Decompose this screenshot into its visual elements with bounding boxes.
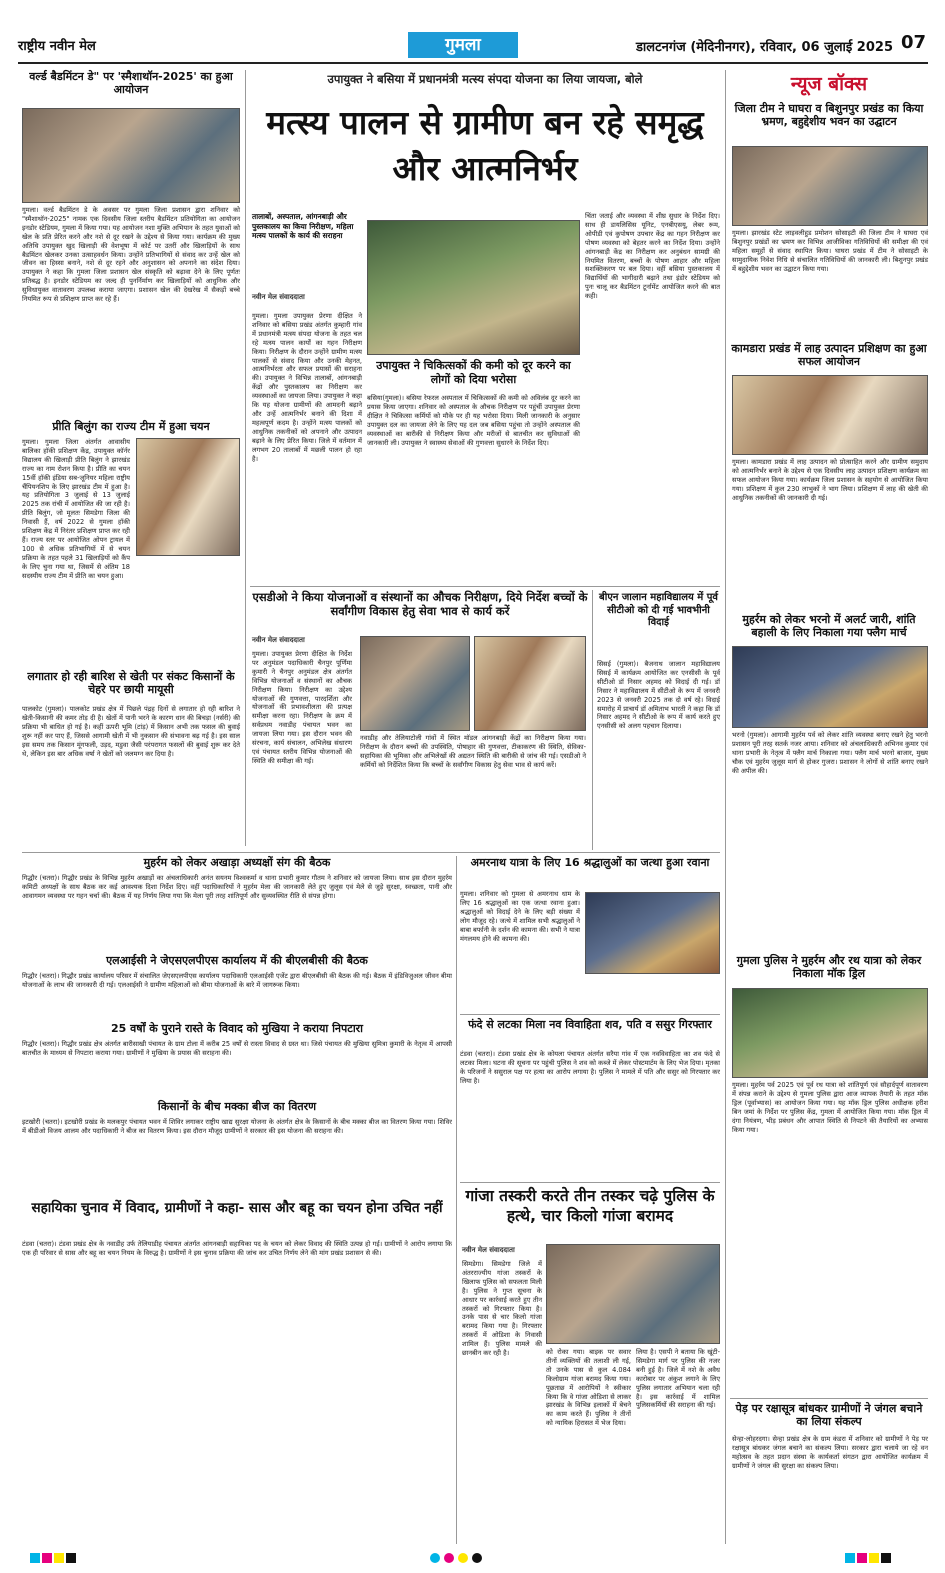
tree-headline: पेड़ पर रक्षासूत्र बांधकर ग्रामीणों ने जंगल बचाने का लिया संकल्प: [735, 1402, 923, 1428]
kamdara-headline: कामडारा प्रखंड में लाह उत्पादन प्रशिक्षण का हुआ सफल आयोजन: [731, 342, 927, 368]
kamdara-photo: [732, 375, 928, 455]
rain-headline: लगातार हो रही बारिश से खेती पर संकट किसानों के चेहरे पर छायी मायूसी: [27, 670, 235, 696]
cyan-swatch: [845, 1553, 855, 1563]
main-photo: [367, 220, 580, 355]
sdo-photo-2: [474, 636, 586, 731]
yellow-dot: [458, 1553, 468, 1563]
ganja-photo: [546, 1244, 720, 1344]
masthead-rule: [18, 62, 928, 64]
sdo-body-2: नवाडीह और तेलियाटोली गांवों में स्थित मॉडल आंगनबाड़ी केंद्रों का निरीक्षण किया गया। निरीक्षण के दौरान बच्चों की उपस्थिति, पोषाहार की गुणवत्ता, टीकाकरण की स्थिति, सेविका-सहायिका की भूमिका और अभिलेखों की अद्यतन स्थिति की बारीकी से जांच की गई। एसडीओ ने कर्मियों को निर्देशित किया कि बच्चों के सर्वांगीण विकास हेतु सेवा भाव से कार्य करें।: [360, 734, 586, 769]
yellow-swatch: [869, 1553, 879, 1563]
main-body-right: चिंता जताई और व्यवस्था में शीघ्र सुधार के निर्देश दिए। साथ ही डायलिसिस यूनिट, एनबीएसयू, लेबर रूम, ओपीडी एवं कुपोषण उपचार केंद्र का गहन निरीक्षण कर पोषण व्यवस्था को बेहतर करने का निर्देश दिया। उन्होंने आंगनबाड़ी केंद्र का निरीक्षण कर अनुबंधन सामग्री की नियमित वितरण, बच्चों के पोषण आहार और महिला सशक्तिकरण पर बल दिया। वहीं बसिया पुस्तकालय में विद्यार्थियों की भागीदारी बढ़ाने तथा इंडोर स्टेडियम को पुनः चालू कर बैडमिंटन टूर्नामेंट आयोजित करने की बात कही।: [585, 212, 720, 301]
retire-body: सिसई (गुमला)। बैजनाथ जालान महाविद्यालय सिसई में कार्यक्रम आयोजित कर एनसीसी के पूर्व सीटीओ डॉ निसार अहमद को विदाई दी गई। डॉ निसार ने महाविद्यालय में सीटीओ के रूप में जनवरी 2023 से जनवरी 2025 तक दो वर्ष रहे। विदाई समारोह में प्राचार्य डॉ अमिताभ भारती ने कहा कि डॉ निसार अहमद ने सीटीओ के रूप में कार्य करते हुए एनसीसी को अलग पहचान दिलाया।: [597, 660, 720, 731]
ganja-body-2: को रोका गया। बाइक पर सवार तीनों व्यक्तियों की तलाशी ली गई, तो उनके पास से कुल 4.084 किलोग्राम गांजा बरामद किया गया। पूछताछ में आरोपियों ने स्वीकार किया कि वे गांजा ओडिशा से लाकर झारखंड के विभिन्न इलाकों में बेचने का काम करते हैं। पुलिस ने तीनों को न्यायिक हिरासत में भेज दिया।: [546, 1348, 631, 1428]
black-dot: [472, 1553, 482, 1563]
election-body: टंडवा (चतरा)। टंडवा प्रखंड क्षेत्र के नवाडीह उर्फ तेलियाडीह पंचायत अंतर्गत आंगनबाड़ी सहायिका पद के चयन को लेकर विवाद की स्थिति उत्पन्न हो गई। ग्रामीणों ने आरोप लगाया कि एक ही परिवार से सास और बहू का चयन नियम के विरुद्ध है। ग्रामीणों ने इस चुनाव प्रक्रिया की जांच कर उचित निर्णय लेने की मांग प्रखंड प्रशासन से की।: [22, 1240, 452, 1257]
muharram-headline: मुहर्रम को लेकर अखाड़ा अध्यक्षों संग की बैठक: [143, 856, 331, 869]
election-headline: सहायिका चुनाव में विवाद, ग्रामीणों ने कहा- सास और बहू का चयन होना उचित नहीं: [31, 1200, 443, 1216]
center-divider-1: [22, 852, 720, 853]
bharno-headline: मुहर्रम को लेकर भरनो में अलर्ट जारी, शांति बहाली के लिए निकाला गया फ्लैग मार्च: [742, 613, 916, 639]
ghaghra-headline: जिला टीम ने घाघरा व बिशुनपुर प्रखंड का किया भ्रमण, बहुद्देशीय भवन का उद्घाटन: [734, 102, 924, 128]
ganja-byline: नवीन मेल संवाददाता: [462, 1246, 515, 1254]
black-swatch: [66, 1553, 76, 1563]
footer-color-bar-right: [845, 1548, 935, 1562]
main-body-mid: बसिया(गुमला)। बसिया रेफरल अस्पताल में चिकित्सकों की कमी को अविलंब दूर करने का प्रयास किया जाएगा। शनिवार को अस्पताल के औचक निरीक्षण पर पहुंचीं उपायुक्त प्रेरणा दीक्षित ने चिकित्सा कर्मियों को मौके पर ही यह भरोसा दिया। मिली जानकारी के अनुसार उपायुक्त दल का जायजा लेने के लिए यह दल जब बसिया पहुंचा तो उन्होंने अस्पताल की व्यवस्थाओं का बारीकी से निरीक्षण किया और मरीजों से बातचीत कर सुविधाओं की जानकारी ली। उपायुक्त ने स्वास्थ्य सेवाओं की गुणवत्ता सुधारने के निर्देश दिए।: [367, 394, 580, 447]
preeti-photo: [136, 438, 240, 556]
preeti-text: गुमला। गुमला जिला अंतर्गत आवासीय बालिका हॉकी प्रशिक्षण केंद्र, उपायुक्त कॉर्नर विद्यालय की खिलाड़ी प्रीति बिलुंग ने झारखंड राज्य का नाम रोशन किया है। प्रीति का चयन 15वीं हॉकी इंडिया सब-जूनियर महिला राष्ट्रीय चैंपियनशिप के लिए झारखंड टीम में हुआ है। यह प्रतियोगिता 3 जुलाई से 13 जुलाई 2025 तक रांची में आयोजित की जा रही है। प्रीति बिलुंग, जो मूलतः सिमडेगा जिला की निवासी हैं, वर्ष 2022 से गुमला हॉकी प्रशिक्षण केंद्र में निरंतर प्रशिक्षण प्राप्त कर रही हैं। राज्य स्तर पर आयोजित ओपन ट्रायल में 100 से अधिक प्रतिभागियों में से चयन प्रक्रिया के तहत पहले 31 खिलाड़ियों को कैंप के लिए चुना गया था, जिसमें से अंतिम 18 सदस्यीय राज्य टीम में प्रीति का चयन हुआ।: [22, 438, 130, 580]
paper-name: राष्ट्रीय नवीन मेल: [18, 39, 96, 54]
mock-body: गुमला। मुहर्रम पर्व 2025 एवं पूर्व रथ यात्रा को शांतिपूर्ण एवं सौहार्दपूर्ण वातावरण में संपन्न कराने के उद्देश्य से गुमला पुलिस द्वारा आज व्यापक तैयारी के तहत मॉक ड्रिल (पूर्वाभ्यास) का आयोजन किया गया। यह मॉक ड्रिल पुलिस अधीक्षक हरीश बिन जमां के निर्देश पर पुलिस केंद्र, गुमला में आयोजित किया गया। मॉक ड्रिल में दंगा नियंत्रण, भीड़ प्रबंधन और आपात स्थिति से निपटने की तैयारियों का अभ्यास किया गया।: [732, 1081, 928, 1134]
bharno-body: भरनो (गुमला)। आगामी मुहर्रम पर्व को लेकर शांति व्यवस्था बनाए रखने हेतु भरनो प्रशासन पूरी तरह सतर्क नजर आया। शनिवार को अंचलाधिकारी अभिनव कुमार एवं थाना प्रभारी के नेतृत्व में फ्लैग मार्च निकाला गया। फ्लैग मार्च भरनो बाजार, मुख्य चौक एवं मुहर्रम जुलूस मार्ग से होकर गुजरा। प्रशासन ने लोगों से शांति बनाए रखने की अपील की।: [732, 731, 928, 775]
preeti-body-a: [22, 438, 130, 580]
sdo-headline: एसडीओ ने किया योजनाओं व संस्थानों का औचक निरीक्षण, दिये निर्देश बच्चों के सर्वांगीण विकास हेतु सेवा भाव से कार्य करें: [252, 590, 588, 618]
main-byline: नवीन मेल संवाददाता: [252, 293, 305, 301]
murder-body: टंडवा (चतरा)। टंडवा प्रखंड क्षेत्र के कोयला पंचायत अंतर्गत सरैया गांव में एक नवविवाहिता का शव फंदे से लटका मिला। घटना की सूचना पर पहुंची पुलिस ने शव को कब्जे में लेकर पोस्टमार्टम के लिए भेज दिया। मृतका के परिजनों ने ससुराल पक्ष पर हत्या का आरोप लगाया है। पुलिस ने मामले में पति और ससुर को गिरफ्तार कर लिया है।: [460, 1050, 720, 1085]
page-number: 07: [900, 32, 926, 53]
dispute-body: गिद्धौर (चतरा)। गिद्धौर प्रखंड क्षेत्र अंतर्गत बारीसाखी पंचायत के ग्राम टोला में करीब 25 वर्षों से रास्ता विवाद से ग्रस्त था। जिसे पंचायत की मुखिया सुमित्रा कुमारी के नेतृत्व में आपसी बातचीत के माध्यम से निपटारा कराया गया। ग्रामीणों ने मुखिया के प्रयास की सराहना की।: [22, 1040, 452, 1057]
sdo-byline: नवीन मेल संवाददाता: [252, 636, 305, 644]
lic-headline: एलआईसी ने जेएसएलपीएस कार्यालय में की बीएलबीसी की बैठक: [106, 954, 368, 967]
black-swatch: [881, 1553, 891, 1563]
cyan-dot: [430, 1553, 440, 1563]
section-tag: गुमला: [408, 32, 518, 58]
lic-body: गिद्धौर (चतरा)। गिद्धौर प्रखंड कार्यालय परिसर में संचालित जेएसएलपीएस कार्यालय पदाधिकारी एलआईसी एजेंट द्वारा बीएलबीसी की बैठक की गई। बैठक में इंडिविजुअल जीवन बीमा योजनाओं के लाभ की जानकारी दी गई। एलआईसी ने ग्रामीण महिलाओं को बीमा योजनाओं के बारे में जागरूक किया।: [22, 972, 452, 989]
badminton-headline: वर्ल्ड बैडमिंटन डे" पर 'स्मैशाथॉन-2025' का हुआ आयोजन: [29, 70, 233, 96]
main-body-left: गुमला। गुमला उपायुक्त प्रेरणा दीक्षित ने शनिवार को बसिया प्रखंड अंतर्गत कुम्हारी गांव में प्रधानमंत्री मत्स्य संपदा योजना के तहत चल रहे मत्स्य पालन कार्यों का गहन निरीक्षण किया। निरीक्षण के दौरान उन्होंने ग्रामीण मत्स्य पालकों से संवाद किया और उनकी मेहनत, आत्मनिर्भरता और सफल प्रयासों की सराहना की। उपायुक्त ने विभिन्न तालाबों, आंगनबाड़ी केंद्रों और पुस्तकालय का निरीक्षण कर व्यवस्थाओं का जायजा लिया। उपायुक्त ने कहा कि यह योजना ग्रामीणों की आमदनी बढ़ाने और उन्हें आत्मनिर्भर बनाने की दिशा में महत्वपूर्ण कदम है। उन्होंने मत्स्य पालकों को आधुनिक तकनीकों को अपनाने और उत्पादन बढ़ाने के लिए प्रेरित किया। जिले में वर्तमान में लगभग 20 तालाबों में मछली पालन हो रहा है।: [252, 312, 362, 463]
tree-body: सेन्हा-लोहरदगा। सेन्हा प्रखंड क्षेत्र के ग्राम कंडरा में शनिवार को ग्रामीणों ने पेड़ पर रक्षासूत्र बांधकर जंगल बचाने का संकल्प लिया। सरकार द्वारा चलाये जा रहे वन महोत्सव के तहत प्रदान संस्था के कार्यकर्ता संगठन द्वारा आयोजित कार्यक्रम में ग्रामीणों ने जंगल की सुरक्षा का संकल्प लिया।: [732, 1435, 928, 1470]
muharram-body: गिद्धौर (चतरा)। गिद्धौर प्रखंड के विभिन्न मुहर्रम अखाड़ों का अंचलाधिकारी अनंत सयनम विश्वकर्मा व थाना प्रभारी कुमार गौतम ने शनिवार को जायजा लिया। साथ इस दौरान मुहर्रम कमिटी अध्यक्षों के साथ बैठक कर कई आवश्यक दिशा निर्देश दिए। वहीं पदाधिकारियों ने मुहर्रम मेला की जानकारी लेते हुए जुलूस एवं मेले से जुड़े सुरक्षा, स्वच्छता, पानी और आवागमन व्यवस्था पर गहन चर्चा की। बैठक में यह निर्णय लिया गया कि मेला पूरी तरह शांतिपूर्ण और सुव्यवस्थित रीति से संपन्न होगा।: [22, 874, 452, 900]
col-divider-bottom: [456, 856, 457, 1544]
masthead: [18, 30, 928, 62]
news-box-title: न्यूज बॉक्स: [790, 73, 868, 95]
cyan-swatch: [30, 1553, 40, 1563]
main-divider: [250, 586, 720, 587]
magenta-swatch: [857, 1553, 867, 1563]
retire-headline: बीएन जालान महाविद्यालय में पूर्व सीटीओ को दी गई भावभीनी विदाई: [599, 592, 718, 628]
col-divider-right: [725, 70, 726, 1544]
ganja-body: सिमडेगा। सिमडेगा जिले में अंतरराज्यीय गांजा तस्करों के खिलाफ पुलिस को सफलता मिली है। पुलिस ने गुप्त सूचना के आधार पर कार्रवाई करते हुए तीन तस्करों को गिरफ्तार किया है। उनके पास से चार किलो गांजा बरामद किया गया है। गिरफ्तार तस्करों में ओडिशा के निवासी शामिल हैं। पुलिस मामले की छानबीन कर रही है।: [462, 1260, 542, 1358]
main-headline: मत्स्य पालन से ग्रामीण बन रहे समृद्ध और आत्मनिर्भर: [266, 103, 704, 188]
amarnath-photo: [585, 892, 720, 974]
right-divider: [730, 1398, 928, 1399]
preeti-body-b: [22, 560, 240, 668]
col-divider-retire: [592, 590, 593, 850]
footer-color-bar-left: [30, 1548, 120, 1562]
footer-register-dots: [430, 1548, 530, 1562]
mock-photo: [732, 988, 928, 1078]
sdo-body: गुमला। उपायुक्त प्रेरणा दीक्षित के निर्देश पर अनुमंडल पदाधिकारी चैनपुर पूर्णिमा कुमारी ने चैनपुर अनुमंडल क्षेत्र अंतर्गत विभिन्न योजनाओं व संस्थानों का औचक निरीक्षण किया। निरीक्षण का उद्देश्य योजनाओं की गुणवत्ता, पारदर्शिता और योजनाओं की प्रभावशीलता की प्रत्यक्ष समीक्षा करना रहा। निरीक्षण के क्रम में सर्वप्रथम नवाडीह पंचायत भवन का जायजा लिया गया। इस दौरान भवन की संरचना, कार्य संचालन, अभिलेख संधारण एवं पंचायत स्तरीय विभिन्न योजनाओं की स्थिति की समीक्षा की गई।: [252, 650, 352, 765]
murder-headline: फंदे से लटका मिला नव विवाहिता शव, पति व ससुर गिरफ्तार: [468, 1018, 712, 1031]
murder-divider: [460, 1182, 720, 1183]
magenta-dot: [444, 1553, 454, 1563]
ganja-body-3: लिया है। एसपी ने बताया कि खूंटी-सिमडेगा मार्ग पर पुलिस की नजर बनी हुई है। जिले में नशे के अवैध कारोबार पर अंकुश लगाने के लिए पुलिस लगातार अभियान चला रही है। इस कार्रवाई में शामिल पुलिसकर्मियों की सराहना की गई।: [636, 1348, 720, 1410]
kamdara-body: गुमला। कामडारा प्रखंड में लाह उत्पादन को प्रोत्साहित करने और ग्रामीण समुदाय को आत्मनिर्भर बनाने के उद्देश्य से एक दिवसीय लाह उत्पादन प्रशिक्षण कार्यक्रम का सफल आयोजन किया गया। कार्यक्रम जिला प्रशासन के सहयोग से आयोजित किया गया। प्रशिक्षण में कुल 230 लाभुकों ने भाग लिया। प्रशिक्षण में लाह की खेती की आधुनिक तकनीकों की जानकारी दी गई।: [732, 458, 928, 502]
maize-headline: किसानों के बीच मक्का बीज का वितरण: [157, 1100, 317, 1113]
ghaghra-body: गुमला। झारखंड स्टेट लाइवलीहुड प्रमोशन सोसाइटी की जिला टीम ने घाघरा एवं बिशुनपुर प्रखंडों का भ्रमण कर विभिन्न आजीविका गतिविधियों की समीक्षा की एवं महिला समूहों से संवाद स्थापित किया। घाघरा प्रखंड में टीम ने सोसाइटी के सामुदायिक निवेश निधि से संचालित गतिविधियों की जानकारी ली। बिशुनपुर प्रखंड में बहुद्देशीय भवन का उद्घाटन किया गया।: [732, 229, 928, 273]
sdo-photo-1: [360, 636, 470, 731]
amarnath-body: गुमला। शनिवार को गुमला से अमरनाथ धाम के लिए 16 श्रद्धालुओं का एक जत्था रवाना हुआ। श्रद्धालुओं को विदाई देने के लिए बड़ी संख्या में लोग मौजूद रहे। जत्थे में शामिल सभी श्रद्धालुओं ने बाबा बर्फानी के दर्शन की कामना की। सभी ने यात्रा मंगलमय होने की कामना की।: [460, 890, 580, 943]
main-photo-caption: उपायुक्त ने चिकित्सकों की कमी को दूर करने का लोगों को दिया भरोसा: [376, 359, 571, 386]
magenta-swatch: [42, 1553, 52, 1563]
ganja-headline: गांजा तस्करी करते तीन तस्कर चढ़े पुलिस के हत्थे, चार किलो गांजा बरामद: [465, 1187, 715, 1225]
mock-headline: गुमला पुलिस ने मुहर्रम और रथ यात्रा को लेकर निकाला मॉक ड्रिल: [736, 954, 922, 980]
badminton-body: गुमला। वर्ल्ड बैडमिंटन डे के अवसर पर गुमला जिला प्रशासन द्वारा शनिवार को "स्मैशाथॉन-2025" नामक एक दिवसीय जिला स्तरीय बैडमिंटन प्रतियोगिता का आयोजन इनडोर स्टेडियम, गुमला में किया गया। यह आयोजन नशा मुक्ति अभियान के तहत युवाओं को खेल के प्रति प्रेरित करने और नशे से दूर रखने के उद्देश्य से किया गया। कार्यक्रम की मुख्य अतिथि उपायुक्त खुद खिलाड़ी की वेशभूषा में कोर्ट पर उतरीं और खिलाड़ियों के साथ बैडमिंटन खेलकर उनका उत्साहवर्धन किया। उन्होंने प्रतिभागियों से संवाद कर उन्हें खेल को जीवन का हिस्सा बनाने, नशे से दूर रहने और अनुशासन को अपनाने का संदेश दिया। उपायुक्त ने कहा कि गुमला जिला प्रशासन खेल संस्कृति को बढ़ावा देने के लिए पूर्णतः प्रतिबद्ध है। इनडोर स्टेडियम का जल्द ही पुनर्निर्माण कर खिलाड़ियों को आधुनिक और सुविधायुक्त वातावरण उपलब्ध कराया जाएगा। प्रशासन खेल की देखरेख में सैकड़ों बच्चे नियमित रूप से प्रशिक्षण प्राप्त कर रहे हैं।: [22, 206, 240, 304]
dispute-headline: 25 वर्षों के पुराने रास्ते के विवाद को मुखिया ने कराया निपटारा: [110, 1022, 364, 1035]
maize-body: इटखोरी (चतरा)। इटखोरी प्रखंड के मलकपुर पंचायत भवन में शिविर लगाकर राष्ट्रीय खाद्य सुरक्षा योजना के अंतर्गत क्षेत्र के किसानों के बीच मक्का बीज का वितरण किया गया। शिविर में बीडीओ विजय आलम और पदाधिकारी ने बीज का वितरण किया। इस दौरान मौजूद ग्रामीणों ने सरकार की इस योजना की सराहना की।: [22, 1118, 452, 1135]
main-kicker: उपायुक्त ने बसिया में प्रधानमंत्री मत्स्य संपदा योजना का लिया जायजा, बोले: [327, 72, 643, 86]
col-divider-1: [245, 70, 246, 846]
badminton-photo: [22, 108, 240, 203]
rain-body: पालकोट (गुमला)। पालकोट प्रखंड क्षेत्र में पिछले पंद्रह दिनों से लगातार हो रही बारिश ने खेती-किसानी की कमर तोड़ दी है। खेतों में पानी भरने के कारण धान की बिचड़ा (नर्सरी) की प्रक्रिया भी बाधित हो गई है। कहीं ऊपरी भूमि (टांड़) में किसान अभी तक फसल की बुवाई शुरू नहीं कर पाए हैं, जिससे आगामी खेती में भी नुकसान की संभावना बढ़ गई है। इस साल इस समय तक किसान मूंगफली, उड़द, मडुवा जैसी परंपरागत फसलों की बुवाई शुरू कर देते थे, लेकिन इस बार अधिक वर्षा ने खेतों को जलमग्न कर दिया है।: [22, 705, 240, 758]
yellow-swatch: [54, 1553, 64, 1563]
bharno-photo: [732, 646, 928, 728]
dateline: डालटनगंज (मेदिनीनगर), रविवार, 06 जुलाई 2025: [635, 40, 893, 55]
amarnath-divider: [460, 1014, 720, 1015]
main-bullets: तालाबों, अस्पताल, आंगनबाड़ी और पुस्तकालय का किया निरीक्षण, महिला मत्स्य पालकों के कार्य की सराहना: [252, 212, 354, 240]
preeti-headline: प्रीति बिलुंग का राज्य टीम में हुआ चयन: [52, 420, 210, 433]
amarnath-headline: अमरनाथ यात्रा के लिए 16 श्रद्धालुओं का जत्था हुआ रवाना: [470, 856, 710, 869]
ghaghra-photo: [732, 146, 928, 226]
